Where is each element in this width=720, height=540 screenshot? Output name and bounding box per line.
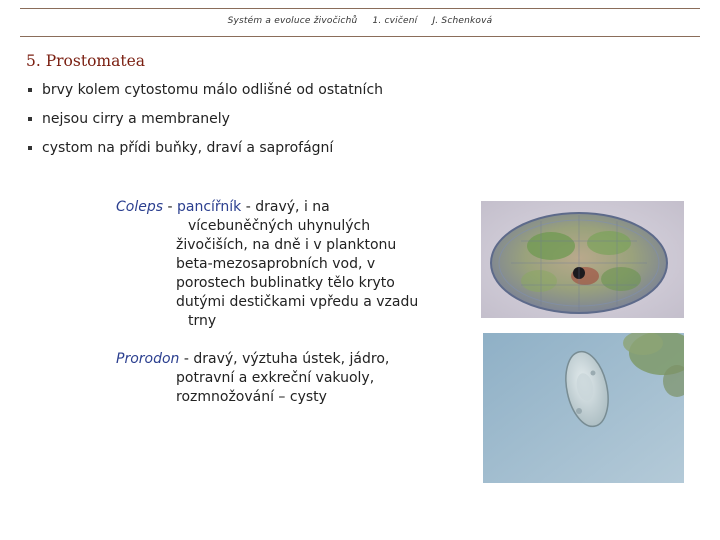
coleps-line: porostech bublinatky tělo kryto <box>176 275 395 291</box>
bullet-item <box>28 109 383 138</box>
prorodon-latin-name: Prorodon <box>116 351 180 367</box>
coleps-photo <box>481 201 684 318</box>
header-top-rule <box>20 8 700 9</box>
prorodon-description <box>116 350 466 407</box>
coleps-first-line <box>116 198 466 217</box>
header-bottom-rule <box>20 36 700 37</box>
coleps-line: živočiších, na dně i v planktonu <box>176 237 397 253</box>
bullet-list <box>28 80 383 167</box>
slide-header <box>20 16 700 26</box>
slide-title: 5. Prostomatea <box>26 52 145 70</box>
bullet-item <box>28 80 383 109</box>
prorodon-line: potravní a exkreční vakuoly, <box>176 370 375 386</box>
bullet-marker <box>28 146 32 150</box>
header-exercise: 1. cvičení <box>372 16 418 26</box>
bullet-text: brvy kolem cytostomu málo odlišné od ostatních <box>42 82 384 98</box>
header-author: J. Schenková <box>432 16 493 26</box>
coleps-line: beta-mezosaprobních vod, v <box>176 256 376 272</box>
coleps-separator: - <box>163 199 177 215</box>
coleps-description <box>116 198 466 331</box>
prorodon-line: - dravý, výztuha ústek, jádro, <box>179 351 390 367</box>
coleps-line: - dravý, i na <box>241 199 330 215</box>
bullet-marker <box>28 117 32 121</box>
bullet-text: cystom na přídi buňky, draví a saprofágní <box>42 140 334 156</box>
coleps-line: vícebuněčných uhynulých <box>188 218 371 234</box>
coleps-czech-name: pancířník <box>176 199 242 215</box>
coleps-line: dutými destičkami vpředu a vzadu <box>176 294 419 310</box>
coleps-line: trny <box>188 313 217 329</box>
bullet-text: nejsou cirry a membranely <box>42 111 230 127</box>
bullet-marker <box>28 88 32 92</box>
prorodon-photo <box>483 333 684 483</box>
header-course: Systém a evoluce živočichů <box>227 16 358 26</box>
prorodon-line: rozmnožování – cysty <box>176 389 327 405</box>
coleps-latin-name: Coleps <box>116 199 164 215</box>
prorodon-first-line <box>116 350 466 369</box>
coleps-micrograph <box>481 201 684 318</box>
prorodon-micrograph <box>483 333 684 483</box>
bullet-item <box>28 138 383 167</box>
